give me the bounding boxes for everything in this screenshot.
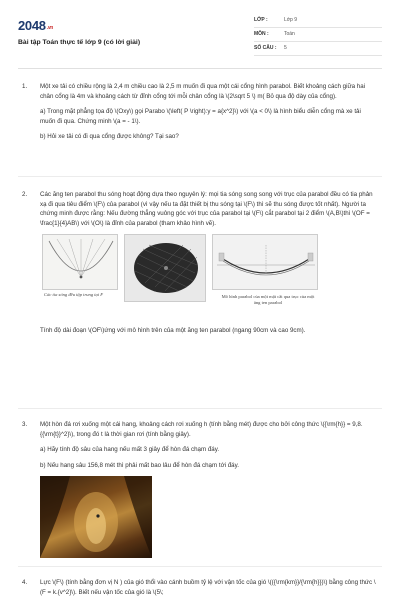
question-separator: [18, 176, 382, 177]
meta-row-count: [254, 42, 382, 56]
question-text: Một hòn đá rơi xuống một cái hang, khoảng cách rơi xuống h (tính bằng mét) được cho bởi công thức \({\rm{h}} = 9,8.{{\rm{t}}^2}\), trong đó t là thời gian rơi (tính bằng giây).: [40, 421, 363, 438]
figure-group: [40, 234, 378, 322]
header-divider: [18, 68, 382, 69]
figure-caption-left: Các tia sóng đều tập trung tại F: [44, 292, 104, 298]
question-1: [22, 82, 378, 148]
question-separator: [18, 566, 382, 567]
figure-caption-right: Mô hình parabol của một mặt cắt qua trục của một ăng ten parabol: [221, 294, 315, 306]
antenna-sketch-icon: [43, 235, 118, 290]
cave-photo: [40, 476, 152, 558]
question-number: 1.: [22, 83, 28, 90]
satellite-dish-icon: [125, 235, 206, 302]
meta-row-class: [254, 14, 382, 28]
meta-key: SỐ CÂU :: [254, 44, 277, 51]
question-text: Một xe tải có chiều rộng là 2,4 m chiều cao là 2,5 m muốn đi qua một cái cổng hình parabol. Biết khoảng cách giữa hai chân cổng là 4m và khoảng cách từ đỉnh cổng tới mỗi chân cổng là \(2\sqrt 5 \) m( Bỏ qua độ dày của cổng).: [40, 83, 366, 100]
meta-value: Toán: [284, 30, 295, 37]
meta-value: Lớp 9: [284, 16, 298, 23]
question-part-b: b) Hỏi xe tải có đi qua cổng được không? Tại sao?: [40, 133, 179, 141]
question-text: Lực \(F\) (tính bằng đơn vị N ) của gió thổi vào cánh buồm tỷ lệ với vận tốc của gió \(({\rm{km}}/{\rm{h}})\) bằng công thức \(F = k.{v^2}\). Biết nếu vận tốc của gió là \(5\;: [40, 579, 376, 596]
question-text: Các ăng ten parabol thu sóng hoạt động dựa theo nguyên lý: mọi tia sóng song song với trục của parabol đều có tia phản xạ đi qua tiêu điểm \(F\) của parabol (vì vậy nếu ta đặt thiết bị thu sóng tại \(F\) thì sẽ thu sóng được tốt nhất). Người ta chứng minh được rằng: Nếu đường thẳng vuông góc với trục của parabol tại \(F\) cắt parabol tại 2 điểm \(A,B\)thì \(OF = \frac{1}{4}AB\) với \(O\) là đỉnh của parabol (tham khảo hình vẽ).: [40, 191, 373, 227]
question-part-a: a) Hãy tính độ sâu của hang nếu mất 3 giây để hòn đá chạm đáy.: [40, 446, 220, 454]
page-header: [18, 12, 382, 62]
figure-parabola-model: [212, 234, 318, 290]
logo-suffix: .vn: [46, 25, 54, 31]
site-logo[interactable]: [18, 16, 53, 36]
parabola-model-icon: [213, 235, 318, 290]
figure-sketch: [42, 234, 118, 290]
meta-table: [254, 14, 382, 56]
figure-dish-photo: [124, 234, 206, 302]
meta-row-subject: [254, 28, 382, 42]
question-2: [22, 190, 378, 342]
meta-value: 5: [284, 44, 287, 51]
question-part-b: b) Nếu hang sâu 156,8 mét thì phải mất bao lâu để hòn đá chạm tới đáy.: [40, 461, 239, 469]
question-part-a: a) Trong mặt phẳng tọa độ \(Oxy\) gọi Parabo \(\left( P \right):y = a{x^2}\) với \(a < 0\) là hình biểu diễn cổng mà xe tải muốn đi qua. Chứng minh \(a = - 1\).: [40, 108, 361, 125]
meta-key: LỚP :: [254, 16, 268, 23]
cave-icon: [40, 476, 152, 558]
question-number: 2.: [22, 191, 28, 198]
question-text-after: Tính độ dài đoạn \(OF\)ứng với mô hình trên của một ăng ten parabol (ngang 90cm và cao 9cm).: [40, 327, 306, 335]
question-separator: [18, 408, 382, 409]
question-number: 4.: [22, 579, 28, 586]
question-number: 3.: [22, 421, 28, 428]
meta-key: MÔN :: [254, 30, 269, 37]
page-title: Bài tập Toán thực tế lớp 9 (có lời giải): [18, 39, 141, 46]
question-4: [22, 578, 378, 603]
logo-main: 2048: [18, 18, 46, 33]
question-3: [22, 420, 378, 558]
